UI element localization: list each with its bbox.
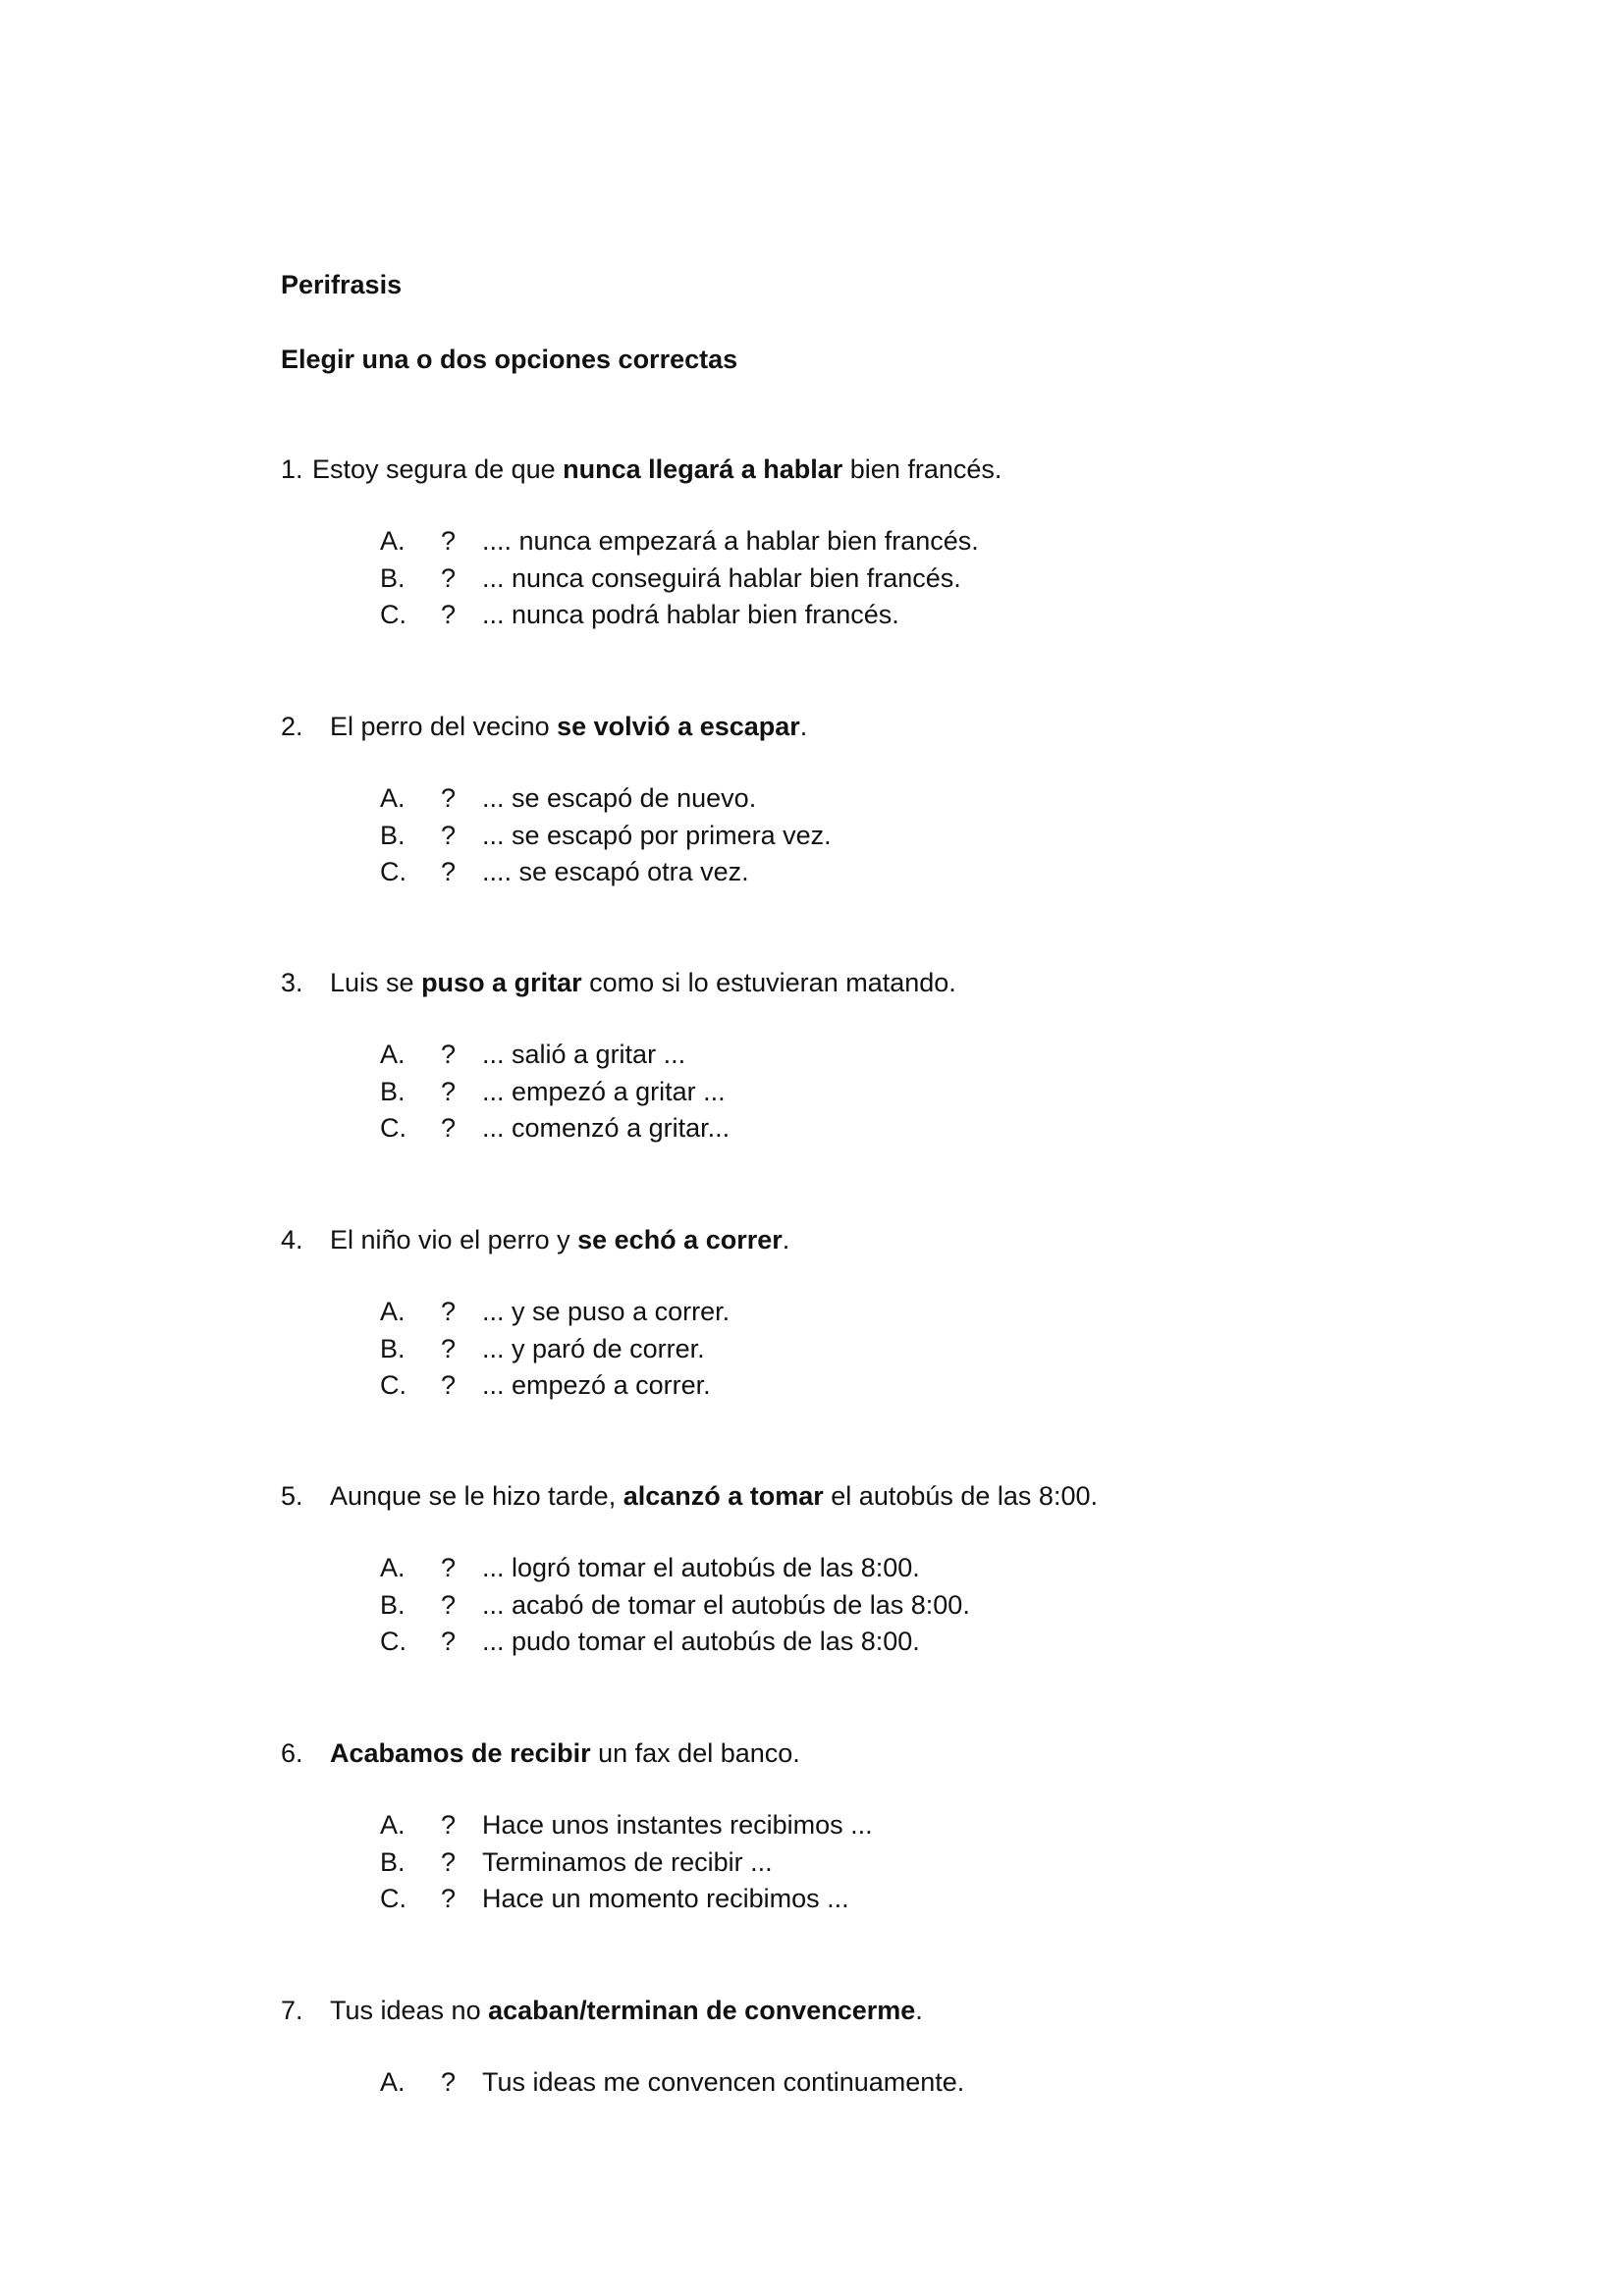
question-text: [330, 1738, 800, 1768]
options-list-3: [380, 1037, 1460, 1148]
option-2a[interactable]: [380, 780, 1460, 818]
question-prefix: El niño vio el perro y: [330, 1225, 578, 1255]
question-text: [330, 1481, 1098, 1511]
checkbox-icon[interactable]: ?: [441, 1333, 457, 1363]
question-emphasis: Acabamos de recibir: [330, 1738, 591, 1768]
question-text: [312, 454, 1001, 484]
option-text: ... y se puso a correr.: [482, 1297, 731, 1326]
question-number: 5.: [281, 1481, 303, 1511]
option-6b[interactable]: [380, 1844, 1460, 1882]
document-title: Perifrasis: [281, 270, 403, 299]
option-text: ... se escapó por primera vez.: [482, 820, 832, 850]
option-text: ... se escapó de nuevo.: [482, 783, 757, 813]
checkbox-icon[interactable]: ?: [441, 600, 457, 629]
option-text: ... pudo tomar el autobús de las 8:00.: [482, 1627, 920, 1656]
question-suffix: un fax del banco.: [590, 1738, 800, 1768]
question-emphasis: alcanzó a tomar: [623, 1481, 824, 1511]
checkbox-icon[interactable]: ?: [441, 1370, 457, 1400]
option-3b[interactable]: [380, 1074, 1460, 1111]
option-5b[interactable]: [380, 1587, 1460, 1625]
option-3c[interactable]: [380, 1110, 1460, 1148]
options-list-6: [380, 1807, 1460, 1918]
checkbox-icon[interactable]: ?: [441, 1589, 457, 1620]
option-text: ... acabó de tomar el autobús de las 8:00.: [482, 1589, 970, 1620]
question-5: [281, 1476, 1459, 1516]
option-4b[interactable]: [380, 1331, 1460, 1368]
option-text: .... se escapó otra vez.: [482, 857, 749, 886]
option-4a[interactable]: [380, 1294, 1460, 1331]
question-prefix: Aunque se le hizo tarde,: [330, 1481, 623, 1511]
question-text: [330, 968, 956, 997]
checkbox-icon[interactable]: ?: [441, 2067, 457, 2097]
question-emphasis: acaban/terminan de convencerme: [488, 1996, 916, 2025]
option-letter: A.: [380, 2067, 406, 2097]
option-4c[interactable]: [380, 1367, 1460, 1405]
checkbox-icon[interactable]: ?: [441, 1884, 457, 1913]
option-text: ... empezó a gritar ...: [482, 1076, 726, 1106]
question-number: 1.: [281, 454, 303, 484]
checkbox-icon[interactable]: ?: [441, 562, 457, 593]
checkbox-icon[interactable]: ?: [441, 1040, 457, 1069]
question-emphasis: puso a gritar: [421, 968, 582, 997]
option-letter: A.: [380, 1553, 406, 1582]
option-letter: A.: [380, 1810, 406, 1840]
options-list-2: [380, 780, 1460, 891]
option-3a[interactable]: [380, 1037, 1460, 1074]
question-number: 6.: [281, 1738, 303, 1768]
question-text: [330, 1996, 923, 2025]
question-suffix: .: [799, 712, 808, 741]
question-suffix: .: [782, 1225, 790, 1255]
option-letter: C.: [380, 1113, 406, 1143]
option-text: .... nunca empezará a hablar bien francés.: [482, 526, 979, 556]
option-7a[interactable]: [380, 2064, 1460, 2102]
options-list-4: [380, 1294, 1460, 1405]
option-letter: A.: [380, 783, 406, 813]
option-1a[interactable]: [380, 523, 1460, 561]
instructions-heading: Elegir una o dos opciones correctas: [281, 345, 738, 374]
option-text: ... empezó a correr.: [482, 1370, 711, 1400]
question-suffix: como si lo estuvieran matando.: [581, 968, 956, 997]
question-suffix: .: [915, 1996, 923, 2025]
checkbox-icon[interactable]: ?: [441, 1297, 457, 1326]
question-1: [281, 450, 1459, 489]
question-prefix: El perro del vecino: [330, 712, 558, 741]
question-2: [281, 707, 1459, 746]
option-letter: A.: [380, 1297, 406, 1326]
option-letter: B.: [380, 1076, 406, 1106]
question-prefix: Estoy segura de que: [312, 454, 564, 484]
question-prefix: Tus ideas no: [330, 1996, 489, 2025]
option-text: ... comenzó a gritar...: [482, 1113, 731, 1143]
option-letter: B.: [380, 1846, 406, 1877]
checkbox-icon[interactable]: ?: [441, 1076, 457, 1106]
checkbox-icon[interactable]: ?: [441, 526, 457, 556]
question-emphasis: se volvió a escapar: [557, 712, 800, 741]
option-letter: C.: [380, 857, 406, 886]
option-letter: B.: [380, 1333, 406, 1363]
question-text: [330, 712, 807, 741]
checkbox-icon[interactable]: ?: [441, 1553, 457, 1582]
question-prefix: Luis se: [330, 968, 422, 997]
checkbox-icon[interactable]: ?: [441, 820, 457, 850]
option-letter: C.: [380, 1627, 406, 1656]
option-text: ... nunca podrá hablar bien francés.: [482, 600, 899, 629]
option-letter: B.: [380, 820, 406, 850]
option-text: Hace unos instantes recibimos ...: [482, 1810, 873, 1840]
option-text: Tus ideas me convencen continuamente.: [482, 2067, 965, 2097]
option-1b[interactable]: [380, 561, 1460, 598]
option-letter: B.: [380, 562, 406, 593]
question-7: [281, 1991, 1459, 2030]
option-letter: A.: [380, 1040, 406, 1069]
option-1c[interactable]: [380, 597, 1460, 634]
option-letter: C.: [380, 600, 406, 629]
question-3: [281, 963, 1459, 1002]
checkbox-icon[interactable]: ?: [441, 1627, 457, 1656]
option-text: ... nunca conseguirá hablar bien francés.: [482, 562, 961, 593]
option-letter: C.: [380, 1370, 406, 1400]
options-list-7: [380, 2064, 1460, 2102]
question-number: 4.: [281, 1225, 303, 1255]
question-6: [281, 1734, 1459, 1773]
option-6a[interactable]: [380, 1807, 1460, 1844]
option-6c[interactable]: [380, 1881, 1460, 1918]
option-text: ... salió a gritar ...: [482, 1040, 686, 1069]
option-2b[interactable]: [380, 818, 1460, 855]
question-number: 7.: [281, 1996, 303, 2025]
question-emphasis: nunca llegará a hablar: [563, 454, 843, 484]
question-number: 2.: [281, 712, 303, 741]
option-5c[interactable]: [380, 1624, 1460, 1661]
option-letter: C.: [380, 1884, 406, 1913]
question-text: [330, 1225, 789, 1255]
checkbox-icon[interactable]: ?: [441, 1810, 457, 1840]
option-2c[interactable]: [380, 854, 1460, 891]
option-text: ... y paró de correr.: [482, 1333, 705, 1363]
option-letter: B.: [380, 1589, 406, 1620]
option-5a[interactable]: [380, 1550, 1460, 1587]
option-text: ... logró tomar el autobús de las 8:00.: [482, 1553, 920, 1582]
options-list-5: [380, 1550, 1460, 1661]
options-list-1: [380, 523, 1460, 634]
question-number: 3.: [281, 968, 303, 997]
option-letter: A.: [380, 526, 406, 556]
question-suffix: el autobús de las 8:00.: [823, 1481, 1098, 1511]
checkbox-icon[interactable]: ?: [441, 1113, 457, 1143]
checkbox-icon[interactable]: ?: [441, 857, 457, 886]
checkbox-icon[interactable]: ?: [441, 1846, 457, 1877]
option-text: Hace un momento recibimos ...: [482, 1884, 849, 1913]
checkbox-icon[interactable]: ?: [441, 783, 457, 813]
question-4: [281, 1220, 1459, 1259]
question-suffix: bien francés.: [842, 454, 1002, 484]
question-emphasis: se echó a correr: [577, 1225, 783, 1255]
option-text: Terminamos de recibir ...: [482, 1846, 773, 1877]
